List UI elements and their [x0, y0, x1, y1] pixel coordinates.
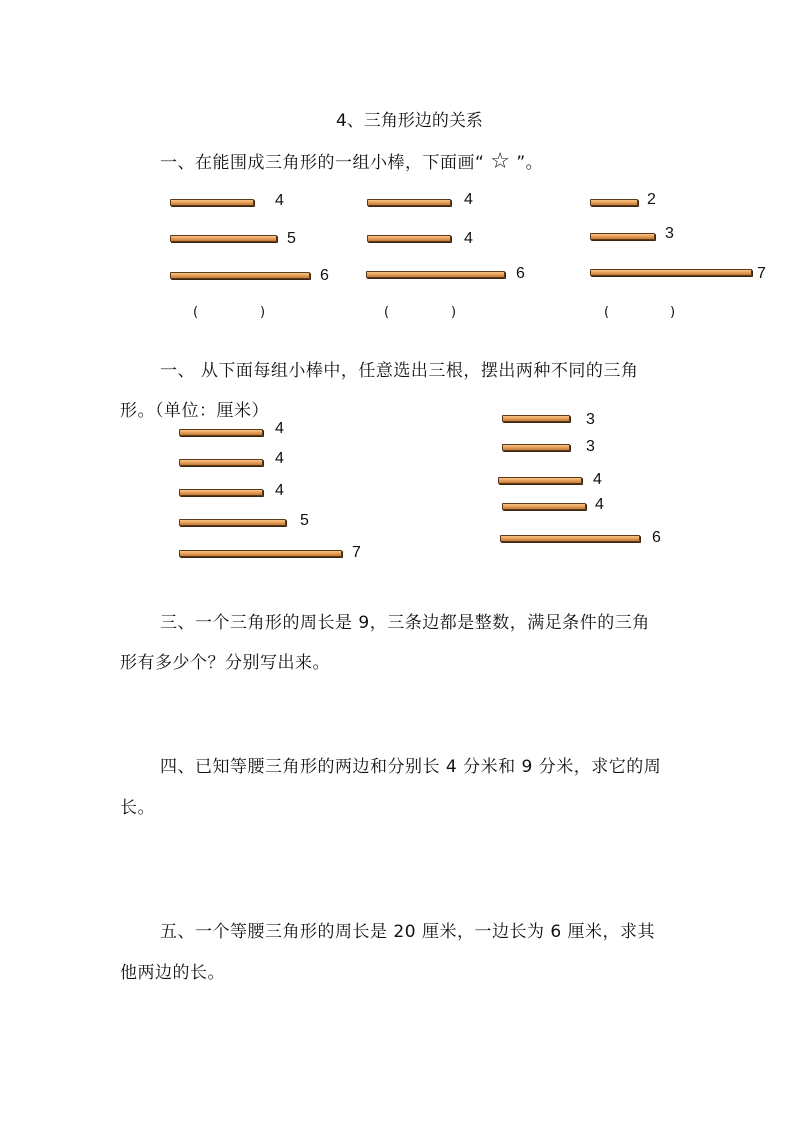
stick-length-label: 7 [352, 544, 361, 561]
stick [500, 535, 640, 542]
answer-paren-open: ( [193, 305, 199, 320]
q1-prompt [160, 148, 543, 174]
stick [502, 503, 586, 510]
answer-paren-open: ( [384, 305, 390, 320]
stick-length-label: 3 [586, 411, 595, 428]
stick-length-label: 4 [464, 191, 473, 208]
stick [170, 235, 277, 242]
q2-prompt-line1: 一、 从下面每组小棒中，任意选出三根，摆出两种不同的三角 [160, 361, 639, 381]
q3-prompt-line1: 三、一个三角形的周长是 9，三条边都是整数，满足条件的三角 [160, 613, 650, 633]
stick [590, 269, 752, 276]
stick-length-label: 6 [652, 529, 661, 546]
stick [502, 444, 570, 451]
stick-length-label: 4 [593, 471, 602, 488]
stick-length-label: 4 [275, 450, 284, 467]
stick-length-label: 7 [757, 265, 766, 282]
q2-prompt-line2: 形。（单位：厘米） [120, 401, 269, 421]
stick [498, 477, 582, 484]
stick-length-label: 3 [665, 225, 674, 242]
stick [179, 550, 342, 557]
stick [366, 271, 505, 278]
answer-paren-close: ) [451, 305, 457, 320]
stick [170, 272, 310, 279]
stick-length-label: 5 [287, 230, 296, 247]
stick [590, 233, 655, 240]
stick [179, 429, 263, 436]
stick [590, 199, 638, 206]
stick-length-label: 6 [516, 265, 525, 282]
stick [502, 415, 570, 422]
page-title: 4、三角形边的关系 [336, 111, 483, 131]
stick [179, 459, 263, 466]
q3-prompt-line2: 形有多少个？分别写出来。 [120, 653, 330, 673]
answer-paren-close: ) [670, 305, 676, 320]
q1-prompt-prefix: 一、在能围成三角形的一组小棒，下面画“ [160, 153, 485, 173]
stick-length-label: 4 [595, 496, 604, 513]
stick-length-label: 4 [275, 482, 284, 499]
stick [179, 519, 286, 526]
stick [170, 199, 254, 206]
star-icon: ☆ [490, 149, 511, 174]
q1-prompt-suffix: ”。 [516, 153, 544, 173]
q4-prompt-line1: 四、已知等腰三角形的两边和分别长 4 分米和 9 分米，求它的周 [160, 757, 662, 777]
answer-paren-close: ) [260, 305, 266, 320]
stick [367, 235, 451, 242]
stick-length-label: 3 [586, 438, 595, 455]
stick-length-label: 5 [300, 512, 309, 529]
stick-length-label: 4 [275, 192, 284, 209]
answer-paren-open: ( [604, 305, 610, 320]
stick-length-label: 4 [275, 420, 284, 437]
stick-length-label: 2 [647, 191, 656, 208]
q5-prompt-line2: 他两边的长。 [120, 963, 225, 983]
stick-length-label: 6 [320, 267, 329, 284]
stick [179, 489, 263, 496]
q4-prompt-line2: 长。 [120, 798, 155, 818]
q5-prompt-line1: 五、一个等腰三角形的周长是 20 厘米，一边长为 6 厘米，求其 [160, 922, 656, 942]
stick [367, 199, 451, 206]
stick-length-label: 4 [464, 230, 473, 247]
